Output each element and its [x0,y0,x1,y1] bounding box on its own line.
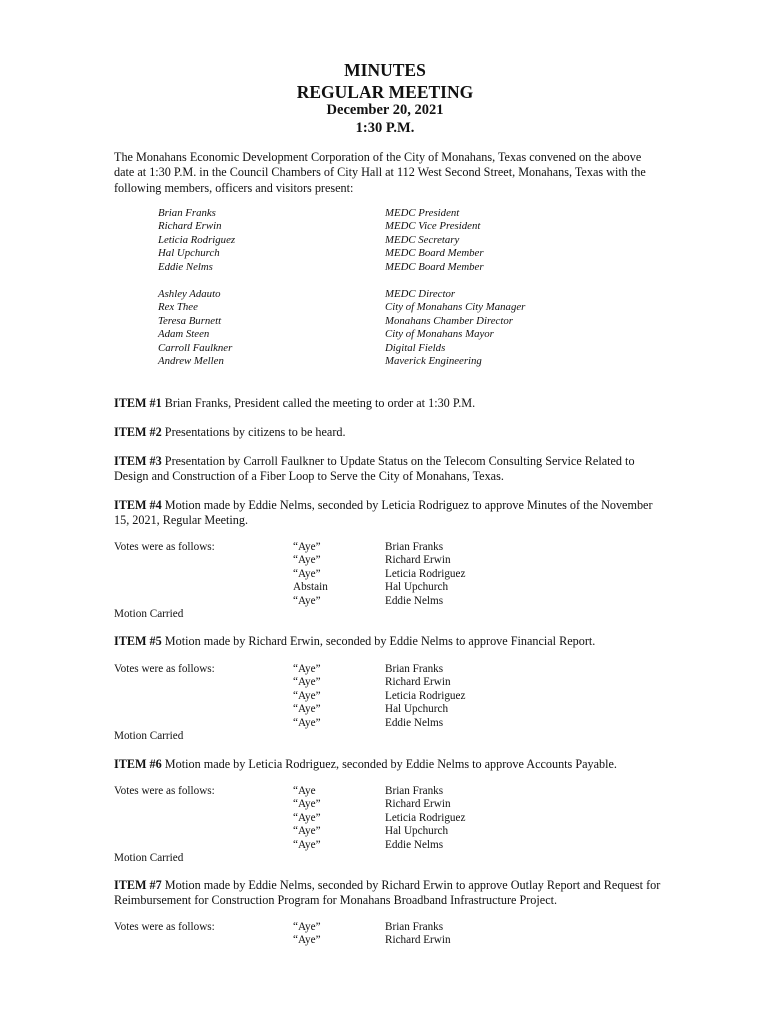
meeting-time: 1:30 P.M. [355,120,415,136]
voter-name: Richard Erwin [385,554,451,567]
vote-value: “Aye” [293,811,321,824]
item-label: ITEM #5 [114,634,162,648]
voter-name: Richard Erwin [385,798,451,811]
voter-name: Eddie Nelms [385,838,444,851]
item-label: ITEM #4 [114,498,162,512]
visitor-name: Rex Thee [158,301,198,314]
visitor-name: Carroll Faulkner [158,341,233,354]
voter-name: Richard Erwin [385,676,451,689]
visitor-name: Andrew Mellen [158,355,224,368]
voter-name: Brian Franks [385,663,444,675]
visitor-name: Teresa Burnett [158,314,222,327]
voter-name: Hal Upchurch [385,581,449,594]
voter-name: Brian Franks [385,785,444,797]
agenda-item-1 [114,396,662,411]
voter-name: Eddie Nelms [385,594,444,607]
vote-value: “Aye” [293,703,321,716]
voter-name: Brian Franks [385,921,444,933]
votes-label: Votes were as follows: [114,785,215,797]
motion-carried: Motion Carried [114,608,184,620]
visitors-names [158,288,232,368]
member-role: MEDC Secretary [385,233,460,246]
vote-value: “Aye” [293,798,321,811]
vote-value: “Aye” [293,689,321,702]
member-name: Richard Erwin [158,220,222,233]
vote-value: “Aye [293,785,316,797]
document-title: MINUTES [344,60,426,80]
vote-value: “Aye” [293,663,321,675]
voter-name: Hal Upchurch [385,703,449,716]
document-subtitle: REGULAR MEETING [296,82,474,102]
visitor-role: Maverick Engineering [385,355,482,368]
votes-values [293,663,321,730]
vote-value: “Aye” [293,838,321,851]
votes-values [293,541,328,608]
intro-paragraph: The Monahans Economic Development Corporation of the City of Monahans, Texas convened on the above date at 1:30 P.M. in the Council Chambers of City Hall at 112 West Second Street, Monahans, Texas with the following members, officers and visitors present: [114,150,646,195]
visitors-roles [385,288,525,368]
votes-values [293,921,321,948]
voter-name: Leticia Rodriguez [385,567,466,580]
agenda-item-5 [114,634,662,649]
item-text: Motion made by Eddie Nelms, seconded by Richard Erwin to approve Outlay Report and Request for Reimbursement for Construction Program for Monahans Broadband Infrastructure Project. [114,878,661,908]
votes-names [385,541,465,608]
agenda-item-4 [114,498,662,529]
voter-name: Brian Franks [385,541,444,553]
agenda-item-2 [114,425,662,440]
votes-names [385,663,465,730]
votes-values [293,785,321,852]
item-text: Brian Franks, President called the meeting to order at 1:30 P.M. [161,396,476,410]
visitor-role: Monahans Chamber Director [385,314,513,327]
member-role: MEDC President [385,207,460,219]
members-names [158,207,235,274]
voter-name: Richard Erwin [385,934,451,947]
votes-names [385,921,451,948]
member-role: MEDC Board Member [385,247,484,260]
item-label: ITEM #3 [114,454,162,468]
item-label: ITEM #7 [114,878,162,892]
agenda-item-6 [114,757,662,772]
vote-value: Abstain [293,581,328,594]
voter-name: Eddie Nelms [385,716,444,729]
meeting-date: December 20, 2021 [326,102,444,118]
motion-carried: Motion Carried [114,730,184,742]
agenda-item-3 [114,454,662,485]
member-name: Hal Upchurch [158,247,220,260]
visitor-role: MEDC Director [385,288,456,300]
votes-label: Votes were as follows: [114,921,215,933]
member-role: MEDC Board Member [385,260,484,273]
vote-value: “Aye” [293,921,321,933]
vote-value: “Aye” [293,676,321,689]
vote-value: “Aye” [293,567,321,580]
item-label: ITEM #6 [114,757,162,771]
voter-name: Leticia Rodriguez [385,689,466,702]
motion-carried: Motion Carried [114,852,184,864]
vote-value: “Aye” [293,716,321,729]
voter-name: Leticia Rodriguez [385,811,466,824]
member-name: Brian Franks [158,207,216,219]
members-roles [385,207,484,274]
item-label: ITEM #1 [114,396,162,410]
vote-value: “Aye” [293,554,321,567]
member-name: Eddie Nelms [158,260,213,273]
votes-names [385,785,465,852]
vote-value: “Aye” [293,934,321,947]
visitor-role: Digital Fields [385,341,446,354]
vote-value: “Aye” [293,594,321,607]
visitor-name: Adam Steen [158,328,210,341]
vote-value: “Aye” [293,541,321,553]
item-label: ITEM #2 [114,425,162,439]
item-text: Motion made by Eddie Nelms, seconded by Leticia Rodriguez to approve Minutes of the November 15, 2021, Regular Meeting. [114,498,653,528]
visitor-name: Ashley Adauto [158,288,221,300]
member-name: Leticia Rodriguez [158,233,236,246]
item-text: Motion made by Leticia Rodriguez, seconded by Eddie Nelms to approve Accounts Payable. [161,757,617,771]
vote-value: “Aye” [293,825,321,838]
item-text: Motion made by Richard Erwin, seconded by Eddie Nelms to approve Financial Report. [161,634,596,648]
voter-name: Hal Upchurch [385,825,449,838]
votes-label: Votes were as follows: [114,541,215,553]
visitor-role: City of Monahans Mayor [385,328,494,341]
votes-label: Votes were as follows: [114,663,215,675]
item-text: Presentation by Carroll Faulkner to Update Status on the Telecom Consulting Service Related to Design and Construction of a Fiber Loop to Serve the City of Monahans, Texas. [114,454,635,484]
agenda-item-7 [114,878,662,909]
member-role: MEDC Vice President [385,220,481,233]
visitor-role: City of Monahans City Manager [385,301,526,314]
item-text: Presentations by citizens to be heard. [161,425,346,439]
